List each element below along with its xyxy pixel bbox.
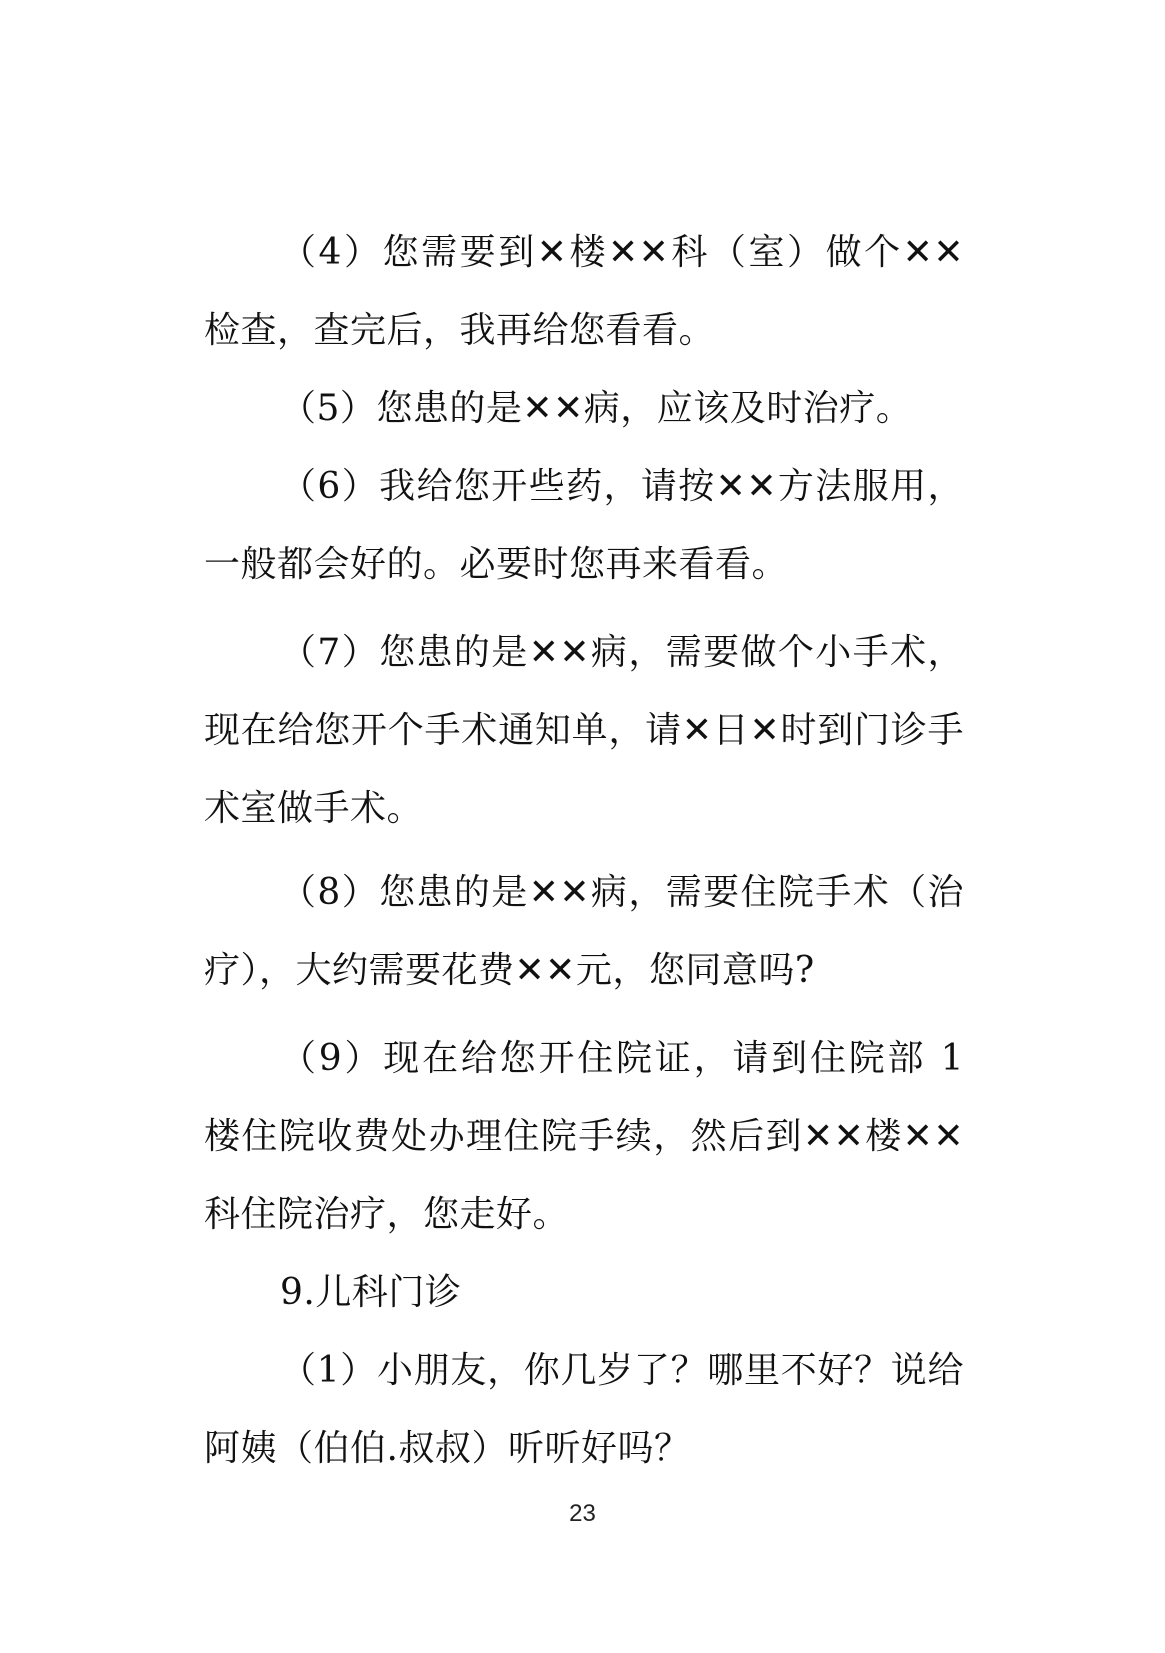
section-heading-pediatrics: 9.儿科门诊	[280, 1272, 462, 1313]
paragraph-pediatrics-1: （1）小朋友，你几岁了？哪里不好？说给阿姨（伯伯.叔叔）听听好吗？	[204, 1350, 964, 1469]
document-body	[204, 214, 964, 1488]
page-number: 23	[569, 1500, 596, 1527]
paragraph-item-5: （5）您患的是✕✕病，应该及时治疗。	[280, 388, 913, 429]
paragraph-item-7: （7）您患的是✕✕病，需要做个小手术，现在给您开个手术通知单，请✕日✕时到门诊手术室做手术。	[204, 632, 964, 829]
paragraph-item-6: （6）我给您开些药，请按✕✕方法服用，一般都会好的。必要时您再来看看。	[204, 466, 964, 585]
paragraph-item-8: （8）您患的是✕✕病，需要住院手术（治疗），大约需要花费✕✕元，您同意吗?	[204, 872, 964, 991]
paragraph-item-9: （9）现在给您开住院证，请到住院部 1 楼住院收费处办理住院手续，然后到✕✕楼✕✕科住院治疗，您走好。	[204, 1038, 964, 1235]
paragraph-item-4: （4）您需要到✕楼✕✕科（室）做个✕✕检查，查完后，我再给您看看。	[204, 232, 964, 351]
